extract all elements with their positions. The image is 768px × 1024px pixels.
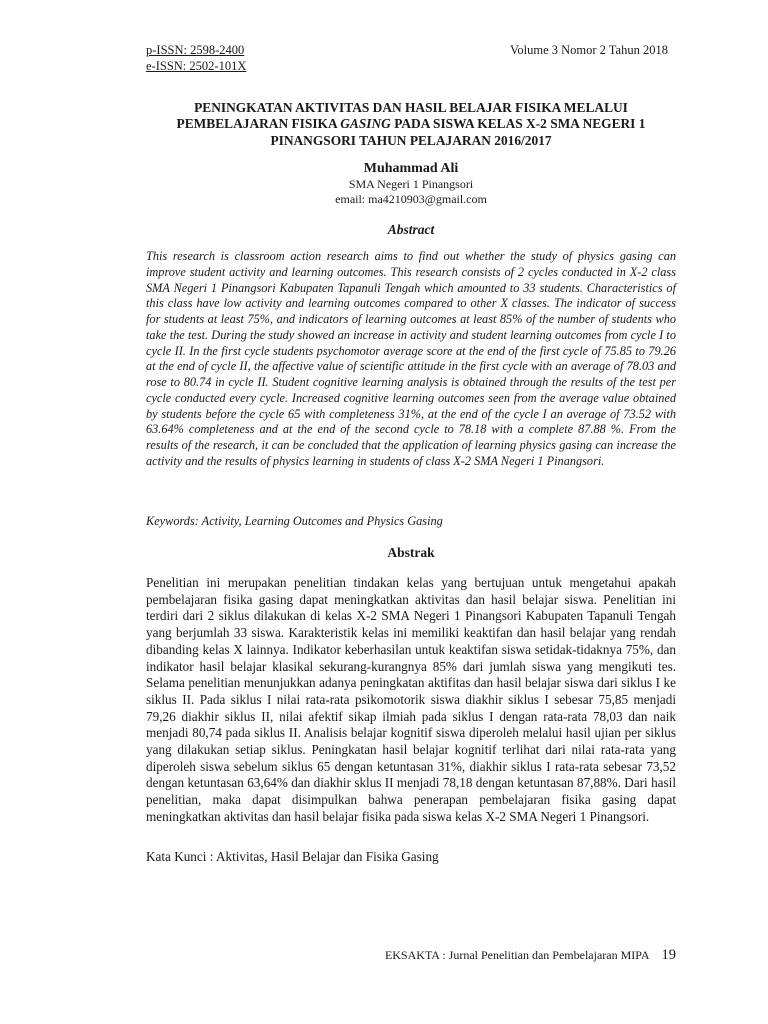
title-part-2: PADA SISWA KELAS X-2 SMA NEGERI 1 PINANGSORI TAHUN PELAJARAN 2016/2017: [270, 116, 646, 148]
issn-block: [146, 42, 246, 74]
abstrak-heading: Abstrak: [387, 545, 435, 560]
author-email: email: ma4210903@gmail.com: [335, 192, 487, 206]
paper-title: [146, 100, 676, 149]
page-footer: [385, 947, 676, 964]
abstract-keywords: Keywords: Activity, Learning Outcomes and Physics Gasing: [146, 514, 443, 528]
e-issn: e-ISSN: 2502-101X: [146, 59, 247, 73]
journal-name: EKSAKTA : Jurnal Penelitian dan Pembelajaran MIPA: [384, 948, 650, 962]
volume-info: Volume 3 Nomor 2 Tahun 2018: [509, 43, 668, 57]
abstrak-body: Penelitian ini merupakan penelitian tindakan kelas yang bertujuan untuk mengetahui apakah pembelajaran fisika gasing dapat meningkatkan aktivitas dan hasil belajar siswa. Penelitian ini terdiri dari 2 siklus dilakukan di kelas X-2 SMA Negeri 1 Pinangsori Kabupaten Tapanuli Tengah yang berjumlah 33 siswa. Karakteristik kelas ini memiliki keaktifan dan hasil belajar yang rendah dibanding kelas X lainnya. Indikator keberhasilan untuk keaktifan siswa setidak-tidaknya 75%, dan indikator hasil belajar klasikal sekurang-kurangnya 85% dari jumlah siswa yang mengikuti tes. Selama penelitian menunjukkan adanya peningkatan aktifitas dan hasil belajar siswa dari siklus I ke siklus II. Pada siklus I nilai rata-rata psikomotorik siswa diakhir siklus I sebesar 75,85 menjadi 79,26 diakhir siklus II, nilai afektif sikap ilmiah pada siklus I dengan rata-rata 78,03 dan naik menjadi 80,74 pada siklus II. Analisis belajar kognitif siswa diperoleh melalui hasil ujian per siklus yang dilakukan setiap siklus. Peningkatan hasil belajar kognitif terlihat dari nilai rata-rata yang diperoleh siswa sebelum siklus 65 dengan ketuntasan 31%, diakhir siklus I rata-rata sebesar 73,52 dengan ketuntasan 63,64% dan diakhir sklus II menjadi 78,18 dengan ketuntasan 87,88%. Dari hasil penelitian, maka dapat disimpulkan bahwa penerapan pembelajaran fisika gasing dapat meningkatkan aktivitas dan hasil belajar fisika pada siswa kelas X-2 SMA Negeri 1 Pinangsori.: [146, 575, 676, 824]
author-name: Muhammad Ali: [363, 161, 459, 176]
title-italic-word: GASING: [340, 116, 391, 132]
author-affiliation: SMA Negeri 1 Pinangsori: [348, 177, 474, 191]
abstract-body: This research is classroom action research aims to find out whether the study of physics gasing can improve student activity and learning outcomes. This research consists of 2 cycles conducted in X-2 class SMA Negeri 1 Pinangsori Kabupaten Tapanuli Tengah which amounted to 33 students. Characteristics of this class have low activity and learning outcomes compared to other X classes. The indicator of success for students at least 75%, and indicators of learning outcomes at least 85% of the number of students who take the test. During the study showed an increase in activity and student learning outcomes from cycle I to cycle II. In the first cycle students psychomotor average score at the end of the first cycle of 75.85 to 79.26 at the end of cycle II, the affective value of scientific attitude in the first cycle with an average of 78.03 and rose to 80.74 in cycle II. Student cognitive learning analysis is obtained through the results of the test per cycle conducted every cycle. Increased cognitive learning outcomes seen from the average value obtained by students before the cycle 65 with completeness 31%, at the end of the cycle I an average of 73.52 with 63.64% completeness and at the end of the second cycle to 78.18 with a complete 87.88 %. From the results of the research, it can be concluded that the application of learning physics gasing can increase the activity and the results of physics learning in students of class X-2 SMA Negeri 1 Pinangsori.: [146, 249, 676, 468]
abstrak-keywords: Kata Kunci : Aktivitas, Hasil Belajar dan Fisika Gasing: [146, 849, 439, 864]
abstract-heading: Abstract: [387, 222, 435, 237]
page-number: 19: [661, 947, 676, 963]
p-issn: p-ISSN: 2598-2400: [146, 43, 245, 57]
title-part-1: PENINGKATAN AKTIVITAS DAN HASIL BELAJAR FISIKA MELALUI PEMBELAJARAN FISIKA: [176, 100, 628, 132]
